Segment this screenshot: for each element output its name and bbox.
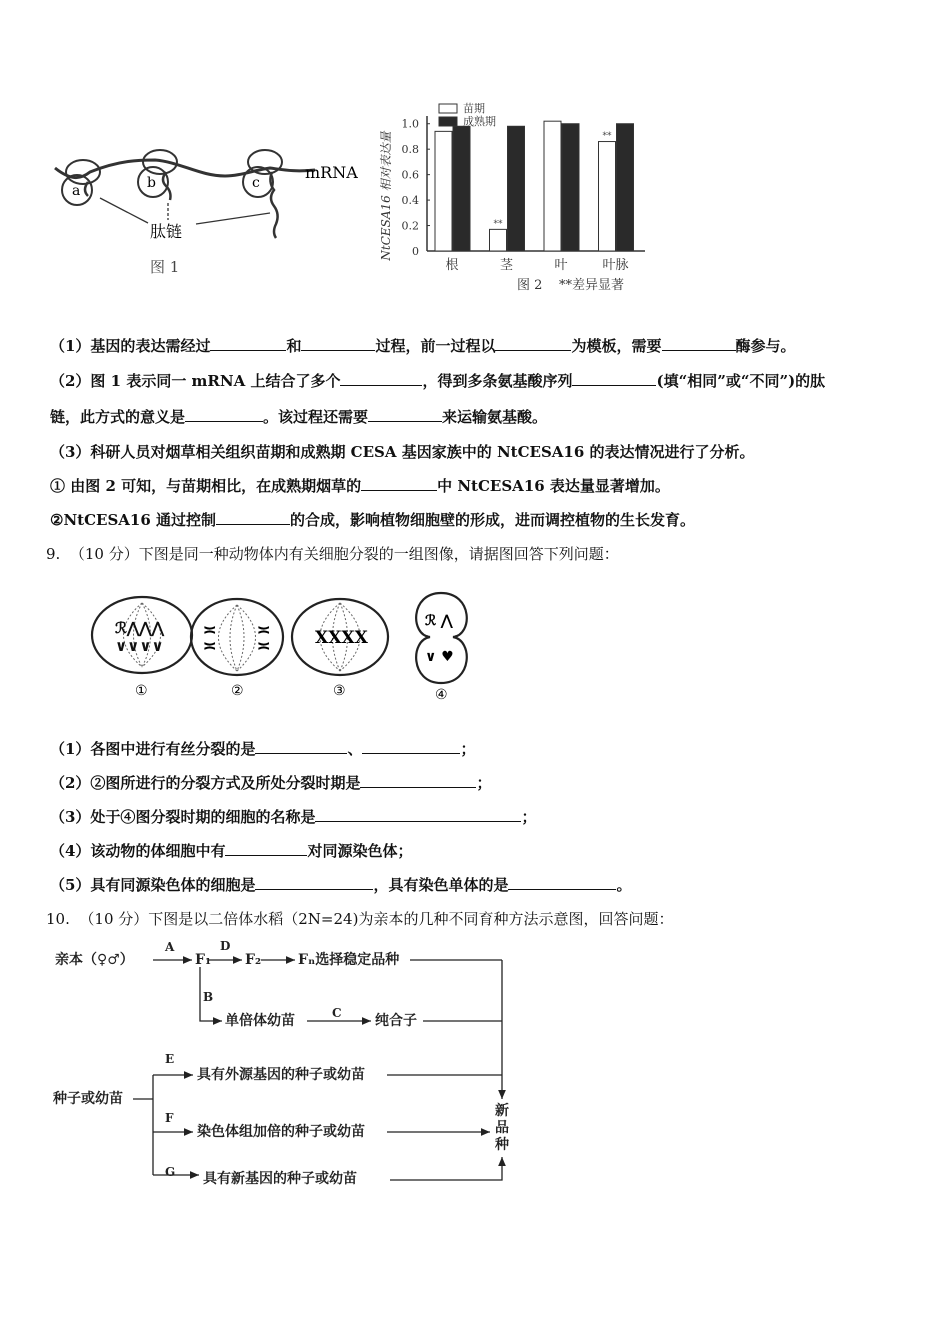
svg-text:②: ② [231, 683, 244, 699]
answer-blank[interactable] [495, 336, 571, 351]
svg-text:b: b [147, 175, 156, 191]
q9-part4: （4）该动物的体细胞中有 对同源染色体； [50, 842, 413, 860]
q8-part3-sub2: ②NtCESA16 通过控制 的合成，影响植物细胞壁的形成，进而调控植物的生长发育。 [50, 511, 696, 529]
x-tick-label: 叶 [554, 258, 568, 273]
ribosome-b [138, 150, 177, 200]
q8-part2: （2）图 1 表示同一 mRNA 上结合了多个 ，得到多条氨基酸序列 (填“相同”或“不同”)的肽 [50, 372, 826, 390]
svg-text:0.6: 0.6 [401, 168, 419, 182]
bar [599, 142, 616, 251]
svg-text:G: G [165, 1165, 176, 1179]
svg-text:ℛ⋀⋀⋀: ℛ⋀⋀⋀ [115, 619, 164, 637]
answer-blank[interactable] [216, 510, 290, 525]
q9-part2: （2）②图所进行的分裂方式及所处分裂时期是 ； [50, 774, 492, 792]
legend-label: 成熟期 [463, 115, 496, 128]
bar [562, 124, 579, 251]
answer-blank[interactable] [360, 773, 476, 788]
cell-2 [191, 599, 283, 699]
legend-swatch [439, 104, 457, 113]
q9-part1: （1）各图中进行有丝分裂的是 、 ； [50, 740, 476, 758]
svg-text:④: ④ [435, 687, 448, 703]
q8-part1: （1）基因的表达需经过 和 过程，前一过程以 为模板，需要 酶参与。 [50, 337, 796, 355]
answer-blank[interactable] [368, 407, 442, 422]
q9-stem: 9. （10 分）下图是同一种动物体内有关细胞分裂的一组图像，请据图回答下列问题： [46, 545, 619, 563]
svg-text:0: 0 [412, 245, 419, 258]
bar [435, 131, 452, 251]
cell-division-figures [85, 585, 495, 705]
svg-text:0.2: 0.2 [401, 219, 419, 233]
peptide-label: 肽链 [150, 222, 183, 241]
figure-1-caption: 图 1 [150, 258, 180, 276]
svg-text:C: C [332, 1006, 342, 1020]
node-new-variety-1: 新 [495, 1103, 509, 1119]
svg-text:B: B [203, 990, 214, 1004]
answer-blank[interactable] [572, 371, 656, 386]
answer-blank[interactable] [362, 739, 460, 754]
svg-text:≍: ≍ [203, 636, 217, 655]
mrna-label: mRNA [305, 163, 358, 182]
svg-text:∨∨∨∨: ∨∨∨∨ [115, 637, 164, 655]
answer-blank[interactable] [225, 841, 307, 856]
x-tick-label: 茎 [499, 258, 514, 273]
svg-text:≍: ≍ [257, 620, 271, 639]
answer-blank[interactable] [315, 807, 521, 822]
figure-2-caption: 图 2 [517, 278, 543, 293]
significance-note: **差异显著 [559, 278, 625, 293]
answer-blank[interactable] [255, 875, 373, 890]
q8-part2-cont: 链，此方式的意义是 。该过程还需要 来运输氨基酸。 [50, 408, 548, 426]
bar [617, 124, 634, 251]
q8-part3: （3）科研人员对烟草相关组织苗期和成熟期 CESA 基因家族中的 NtCESA16 的表达情况进行了分析。 [50, 443, 755, 461]
svg-text:**: ** [602, 131, 612, 142]
svg-text:E: E [165, 1052, 175, 1066]
svg-text:≍: ≍ [203, 620, 217, 639]
svg-text:F: F [165, 1111, 174, 1125]
svg-text:A: A [165, 940, 175, 954]
svg-text:0.8: 0.8 [401, 143, 419, 157]
svg-text:c: c [252, 175, 260, 191]
answer-blank[interactable] [210, 336, 286, 351]
node-haploid: 单倍体幼苗 [225, 1013, 295, 1029]
svg-text:a: a [72, 183, 81, 199]
x-tick-label: 根 [445, 258, 459, 273]
answer-blank[interactable] [301, 336, 375, 351]
cell-1 [92, 597, 192, 699]
bar [490, 229, 507, 251]
ribosome-c [243, 150, 282, 238]
legend-label: 苗期 [463, 102, 485, 115]
svg-text:∨ ♥: ∨ ♥ [425, 649, 454, 665]
svg-text:①: ① [135, 683, 148, 699]
svg-text:1.0: 1.0 [401, 117, 419, 131]
node-new-variety-2: 品 [495, 1120, 509, 1136]
y-axis-label: NtCESA16 相对表达量 [379, 131, 393, 261]
figure-1-polysome [50, 120, 370, 290]
bar [544, 121, 561, 251]
answer-blank[interactable] [508, 875, 616, 890]
answer-blank[interactable] [185, 407, 263, 422]
node-fn: Fₙ选择稳定品种 [298, 952, 400, 968]
svg-text:③: ③ [333, 683, 346, 699]
svg-text:XXXX: XXXX [315, 628, 368, 648]
q10-stem: 10. （10 分）下图是以二倍体水稻（2N=24)为亲本的几种不同育种方法示意图，回答问题： [46, 910, 674, 928]
node-e-target: 具有外源基因的种子或幼苗 [197, 1067, 365, 1083]
node-g-target: 具有新基因的种子或幼苗 [203, 1171, 357, 1187]
q9-part5: （5）具有同源染色体的细胞是 ，具有染色单体的是 。 [50, 876, 632, 894]
bar [508, 126, 525, 251]
svg-text:D: D [220, 939, 231, 953]
answer-blank[interactable] [361, 476, 437, 491]
svg-text:≍: ≍ [257, 636, 271, 655]
node-f-target: 染色体组加倍的种子或幼苗 [197, 1124, 365, 1140]
svg-text:ℛ ⋀: ℛ ⋀ [425, 613, 453, 629]
cell-3 [292, 599, 388, 699]
node-f2: F₂ [245, 952, 262, 968]
node-new-variety-3: 种 [495, 1137, 509, 1153]
bar [453, 126, 470, 251]
q8-part3-sub1: ① 由图 2 可知，与苗期相比，在成熟期烟草的 中 NtCESA16 表达量显著增加。 [50, 477, 670, 495]
node-seed: 种子或幼苗 [53, 1091, 123, 1107]
svg-text:0.4: 0.4 [401, 194, 419, 208]
q9-part3: （3）处于④图分裂时期的细胞的名称是 ； [50, 808, 537, 826]
answer-blank[interactable] [255, 739, 347, 754]
node-pure: 纯合子 [375, 1013, 417, 1029]
x-tick-label: 叶脉 [602, 258, 629, 273]
node-f1: F₁ [195, 952, 212, 968]
legend-swatch [439, 117, 457, 126]
node-parent: 亲本（♀♂） [55, 952, 134, 968]
ribosome-a [62, 160, 100, 205]
answer-blank[interactable] [662, 336, 736, 351]
cell-4 [416, 593, 467, 703]
breeding-methods-diagram [45, 935, 525, 1200]
answer-blank[interactable] [340, 371, 422, 386]
figure-2-chart [372, 96, 652, 296]
svg-text:**: ** [493, 219, 503, 230]
